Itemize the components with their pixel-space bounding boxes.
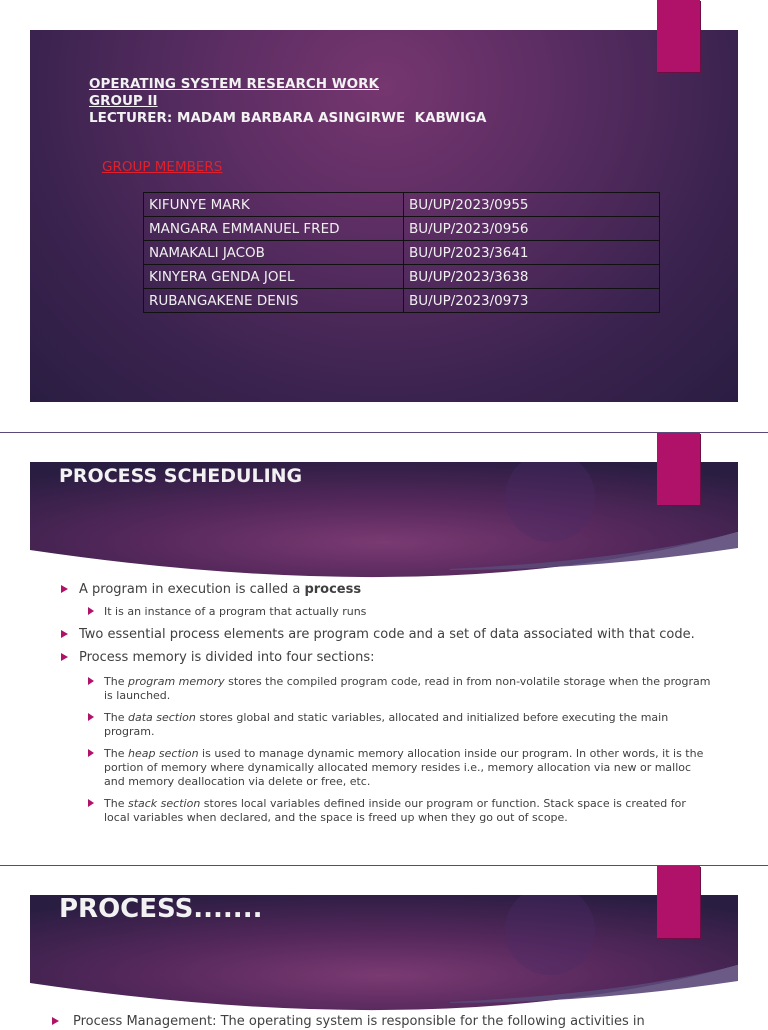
bullet-text: Process Management: The operating system is responsible for the following activities in (73, 1014, 645, 1029)
sub-bullet-item: The heap section is used to manage dynamic memory allocation inside our program. In other words, it is the portion of memory where dynamically allocated memory resides i.e., memory allocation via new or malloc and memory deallocation via delete or free, etc. (59, 747, 714, 789)
member-id: BU/UP/2023/0956 (404, 217, 660, 241)
title-line-lecturer: LECTURER: MADAM BARBARA ASINGIRWE KABWIGA (89, 110, 487, 126)
slide-3 (0, 866, 768, 1024)
slide-2-body (59, 582, 714, 833)
bullet-item: A program in execution is called a process (59, 582, 714, 598)
table-row (144, 217, 660, 241)
bullet-arrow-icon (88, 713, 94, 721)
slide-3-body (52, 1014, 753, 1030)
member-id: BU/UP/2023/3641 (404, 241, 660, 265)
accent-tab (657, 433, 700, 505)
table-row (144, 241, 660, 265)
table-row (144, 265, 660, 289)
accent-tab (657, 0, 700, 72)
slide-title: PROCESS SCHEDULING (59, 465, 303, 487)
bullet-arrow-icon (61, 585, 68, 593)
slide-title: PROCESS....... (59, 894, 263, 924)
bullet-arrow-icon (61, 653, 68, 661)
member-name: NAMAKALI JACOB (144, 241, 404, 265)
bullet-arrow-icon (61, 630, 68, 638)
sub-bullet-item: The program memory stores the compiled program code, read in from non-volatile storage when the program is launched. (59, 675, 714, 703)
sub-bullet-item: It is an instance of a program that actually runs (59, 605, 714, 619)
bullet-item: Process memory is divided into four sections: (59, 650, 714, 666)
member-name: MANGARA EMMANUEL FRED (144, 217, 404, 241)
table-row (144, 193, 660, 217)
member-name: KINYERA GENDA JOEL (144, 265, 404, 289)
member-name: KIFUNYE MARK (144, 193, 404, 217)
member-id: BU/UP/2023/0973 (404, 289, 660, 313)
table-row (144, 289, 660, 313)
title-line-group: GROUP II (89, 93, 158, 109)
bullet-arrow-icon (88, 749, 94, 757)
member-id: BU/UP/2023/0955 (404, 193, 660, 217)
bullet-item: Two essential process elements are program code and a set of data associated with that code. (59, 627, 714, 643)
group-members-link[interactable]: GROUP MEMBERS (102, 159, 223, 175)
bullet-arrow-icon (88, 799, 94, 807)
sub-bullet-item: The data section stores global and static variables, allocated and initialized before executing the main program. (59, 711, 714, 739)
member-name: RUBANGAKENE DENIS (144, 289, 404, 313)
bullet-arrow-icon (88, 607, 94, 615)
sub-bullet-item: The stack section stores local variables defined inside our program or function. Stack space is created for local variables when declared, and the space is freed up when they go out of scope. (59, 797, 714, 825)
slide-1 (0, 0, 768, 432)
member-id: BU/UP/2023/3638 (404, 265, 660, 289)
accent-tab (657, 866, 700, 938)
title-block (89, 76, 487, 127)
title-line-course: OPERATING SYSTEM RESEARCH WORK (89, 76, 380, 92)
members-table (143, 192, 660, 313)
bullet-arrow-icon (88, 677, 94, 685)
